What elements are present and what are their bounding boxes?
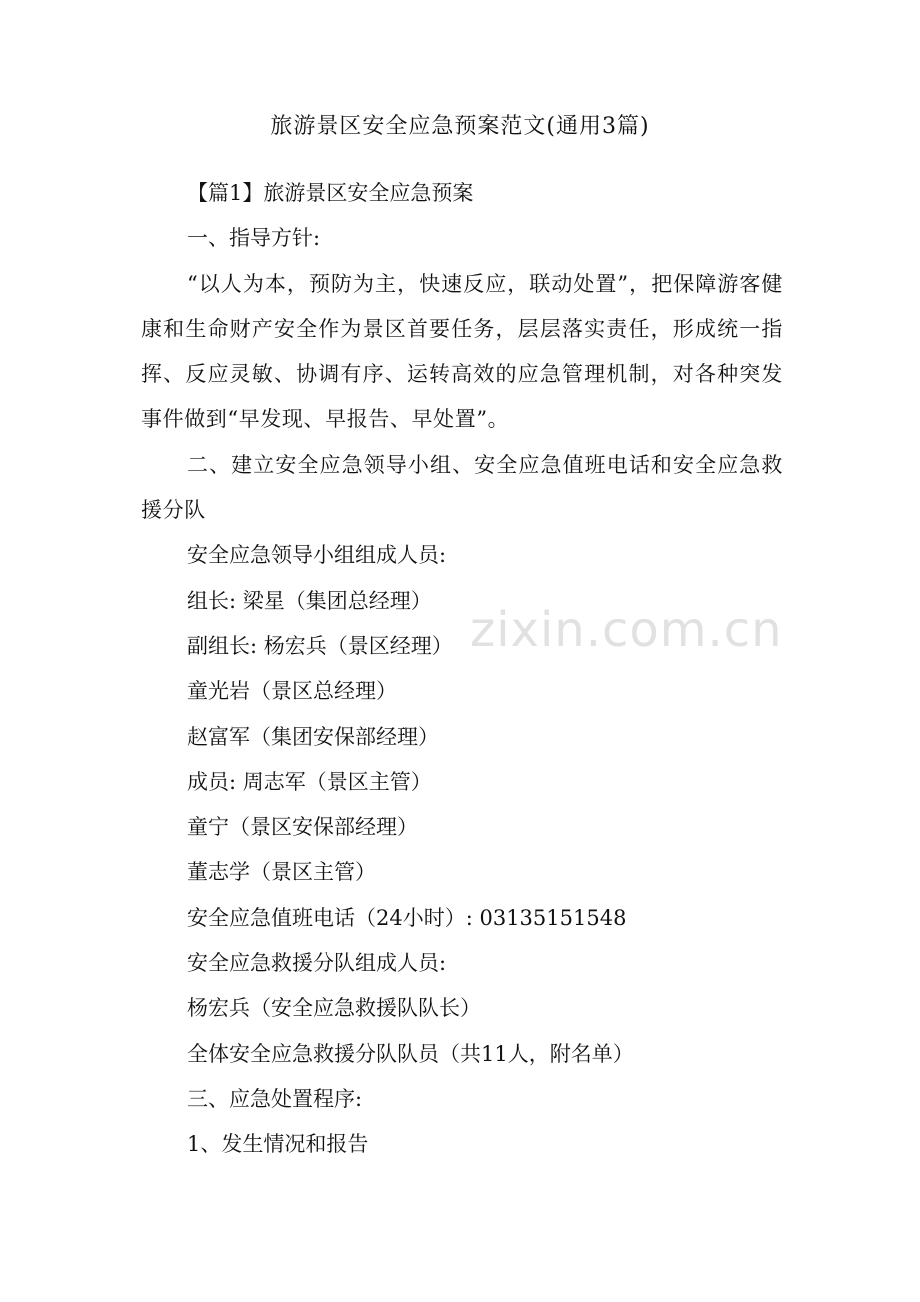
member-line: 童宁（景区安保部经理） (187, 815, 418, 840)
duty-phone-line: 安全应急值班电话（24小时）: 03135151548 (187, 905, 627, 930)
member-line: 成员: 周志军（景区主管） (187, 769, 432, 794)
subheading-report: 1、发生情况和报告 (187, 1132, 369, 1157)
heading-emergency-procedure: 三、应急处置程序: (187, 1086, 363, 1111)
member-line: 全体安全应急救援分队队员（共11人，附名单） (187, 1041, 634, 1066)
section-heading-part1: 【篇1】旅游景区安全应急预案 (187, 181, 474, 205)
watermark: zixin.com.cn (470, 602, 783, 658)
document-title: 旅游景区安全应急预案范文(通用3篇) (270, 114, 650, 139)
member-line: 董志学（景区主管） (187, 860, 376, 885)
member-line: 赵富军（集团安保部经理） (187, 724, 439, 749)
heading-guiding-principle: 一、指导方针: (187, 226, 321, 251)
member-line: 组长: 梁星（集团总经理） (187, 588, 432, 613)
member-line: 杨宏兵（安全应急救援队队长） (187, 996, 481, 1021)
member-line: 副组长: 杨宏兵（景区经理） (187, 633, 453, 658)
leadership-group-label: 安全应急领导小组组成人员: (187, 543, 447, 568)
heading-emergency-organization: 二、建立安全应急领导小组、安全应急值班电话和安全应急救援分队 (141, 452, 783, 523)
rescue-team-label: 安全应急救援分队组成人员: (187, 951, 447, 976)
paragraph-guiding-principle: “以人为本，预防为主，快速反应，联动处置”，把保障游客健康和生命财产安全作为景区首要任务，层层落实责任，形成统一指挥、反应灵敏、协调有序、运转高效的应急管理机制，对各种突发事件做到“早发现、早报告、早处置”。 (141, 271, 783, 432)
document-body (141, 171, 783, 1168)
member-line: 童光岩（景区总经理） (187, 679, 397, 704)
